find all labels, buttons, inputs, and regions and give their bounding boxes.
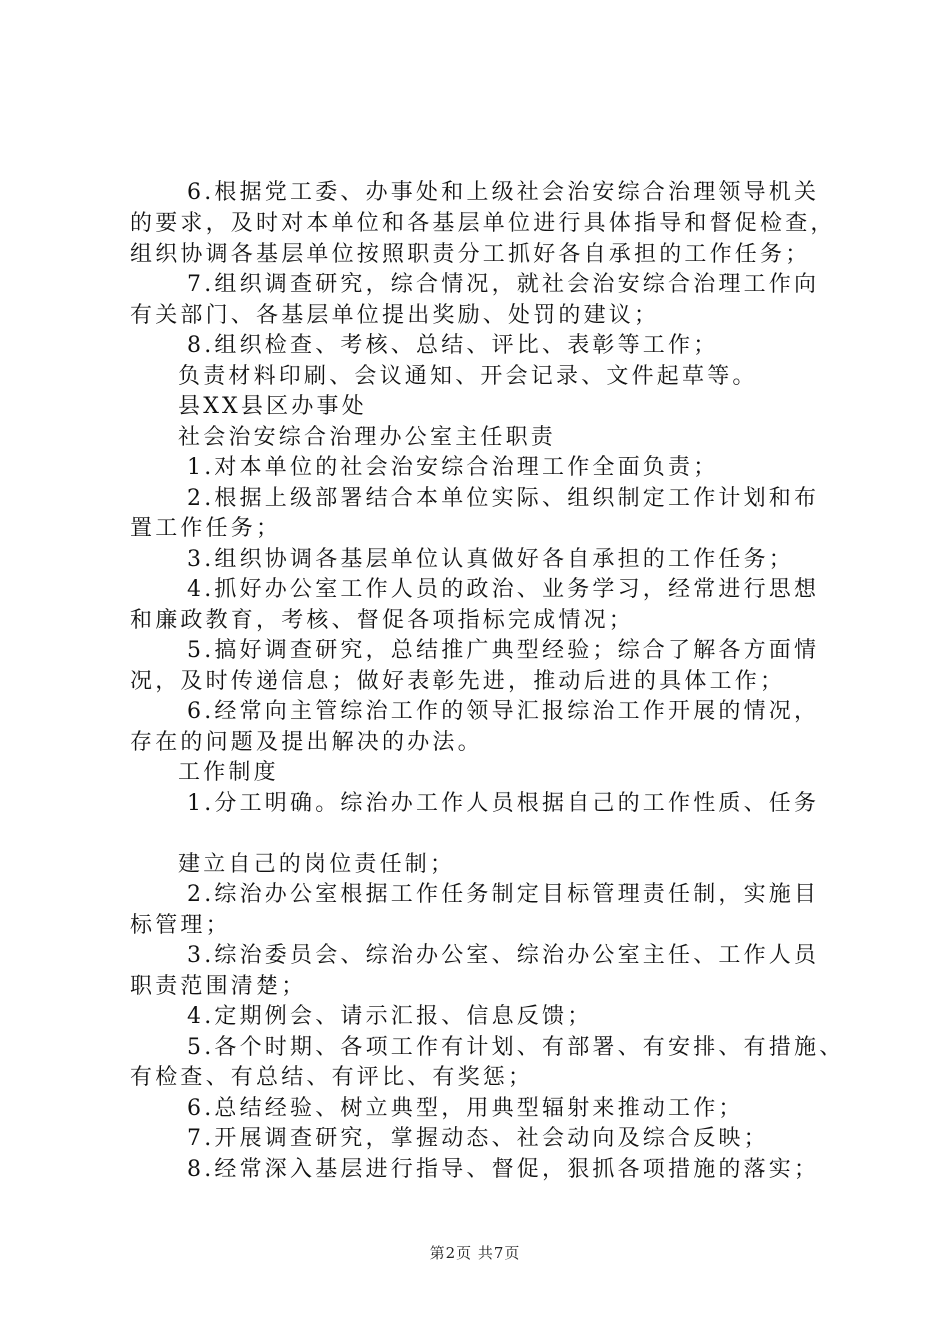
text-line: 有关部门、各基层单位提出奖励、处罚的建议；: [130, 303, 660, 328]
text-line: 职责范围清楚；: [130, 974, 307, 999]
text-line: 和廉政教育，考核、督促各项指标完成情况；: [130, 608, 635, 633]
text-line: 8.经常深入基层进行指导、督促，狠抓各项措施的落实；: [187, 1157, 820, 1182]
text-line: 有检查、有总结、有评比、有奖惩；: [130, 1065, 534, 1090]
text-line: 3.组织协调各基层单位认真做好各自承担的工作任务；: [187, 547, 794, 572]
text-line: 5.搞好调查研究，总结推广典型经验；综合了解各方面情: [187, 638, 820, 663]
text-line: 况，及时传递信息；做好表彰先进，推动后进的具体工作；: [130, 669, 786, 694]
text-line: 存在的问题及提出解决的办法。: [130, 730, 483, 755]
text-line: 3.综治委员会、综治办公室、综治办公室主任、工作人员: [187, 943, 820, 968]
text-line: 组织协调各基层单位按照职责分工抓好各自承担的工作任务；: [130, 242, 811, 267]
text-line: 4.定期例会、请示汇报、信息反馈；: [187, 1004, 593, 1029]
text-line: 7.组织调查研究，综合情况，就社会治安综合治理工作向: [187, 272, 820, 297]
text-line: 5.各个时期、各项工作有计划、有部署、有安排、有措施、: [187, 1035, 845, 1060]
text-line: 4.抓好办公室工作人员的政治、业务学习，经常进行思想: [187, 577, 820, 602]
text-line: 6.根据党工委、办事处和上级社会治安综合治理领导机关: [187, 180, 820, 205]
text-line: 6.经常向主管综治工作的领导汇报综治工作开展的情况，: [187, 699, 820, 724]
page-number-footer: 第2页 共7页: [429, 1244, 521, 1262]
section-heading: 社会治安综合治理办公室主任职责: [178, 425, 557, 450]
text-line: 负责材料印刷、会议通知、开会记录、文件起草等。: [178, 364, 758, 389]
section-heading: 工作制度: [178, 760, 279, 785]
text-line: 1.分工明确。综治办工作人员根据自己的工作性质、任务: [187, 791, 820, 816]
text-line: 置工作任务；: [130, 516, 282, 541]
text-line: 县XX县区办事处: [178, 394, 367, 419]
text-line: 的要求，及时对本单位和各基层单位进行具体指导和督促检查，: [130, 211, 836, 236]
text-line: 1.对本单位的社会治安综合治理工作全面负责；: [187, 455, 719, 480]
text-line: 6.总结经验、树立典型，用典型辐射来推动工作；: [187, 1096, 744, 1121]
text-line: 标管理；: [130, 913, 231, 938]
text-line: 2.根据上级部署结合本单位实际、组织制定工作计划和布: [187, 486, 820, 511]
text-line: 7.开展调查研究，掌握动态、社会动向及综合反映；: [187, 1126, 769, 1151]
text-line: 2.综治办公室根据工作任务制定目标管理责任制，实施目: [187, 882, 820, 907]
text-line: 建立自己的岗位责任制；: [178, 852, 456, 877]
text-line: 8.组织检查、考核、总结、评比、表彰等工作；: [187, 333, 719, 358]
